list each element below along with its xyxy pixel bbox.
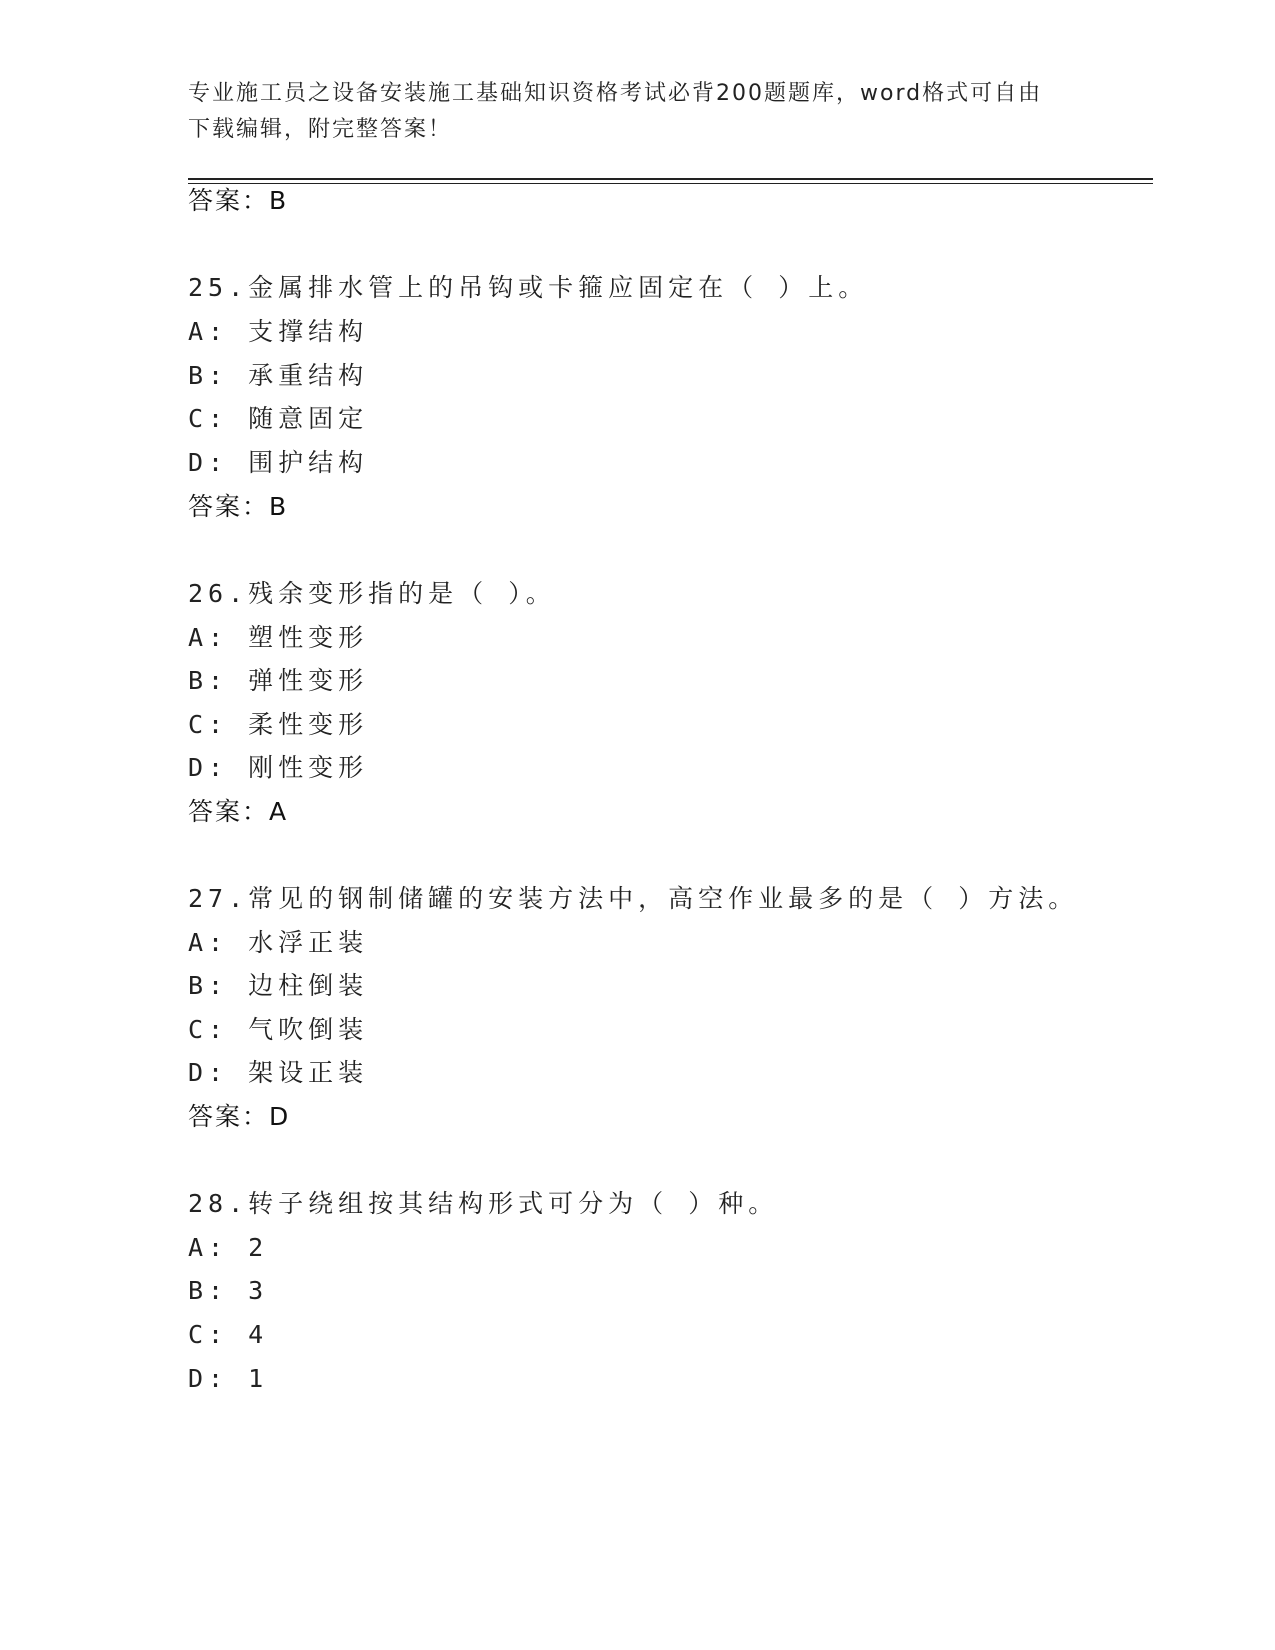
previous-answer: 答案：B xyxy=(188,186,289,215)
question-28-option-d: D: 1 xyxy=(188,1364,269,1393)
question-25-option-a: A: 支撑结构 xyxy=(188,317,369,346)
question-27-option-d: D: 架设正装 xyxy=(188,1058,369,1087)
question-25-answer: 答案：B xyxy=(188,492,289,521)
question-27-stem: 27.常见的钢制储罐的安装方法中，高空作业最多的是（ ）方法。 xyxy=(188,884,1079,913)
question-27-option-a: A: 水浮正装 xyxy=(188,928,369,957)
question-28-option-c: C: 4 xyxy=(188,1320,269,1349)
question-26-stem: 26.残余变形指的是（ ）。 xyxy=(188,579,556,608)
question-25-stem: 25.金属排水管上的吊钩或卡箍应固定在（ ）上。 xyxy=(188,273,869,302)
question-26-option-c: C: 柔性变形 xyxy=(188,710,369,739)
header-title-line-1: 专业施工员之设备安装施工基础知识资格考试必背200题题库，word格式可自由 xyxy=(188,81,1043,106)
header-divider-thin xyxy=(188,183,1153,184)
question-25-option-c: C: 随意固定 xyxy=(188,404,369,433)
question-26-option-b: B: 弹性变形 xyxy=(188,666,369,695)
header-divider-thick xyxy=(188,178,1153,180)
question-28-option-a: A: 2 xyxy=(188,1233,269,1262)
question-26-option-a: A: 塑性变形 xyxy=(188,623,369,652)
question-27-option-c: C: 气吹倒装 xyxy=(188,1015,369,1044)
question-28-stem: 28.转子绕组按其结构形式可分为（ ）种。 xyxy=(188,1189,779,1218)
document-header xyxy=(188,76,1068,148)
question-28-option-b: B: 3 xyxy=(188,1276,269,1305)
header-title-line-2: 下载编辑，附完整答案！ xyxy=(188,117,453,142)
question-27-option-b: B: 边柱倒装 xyxy=(188,971,369,1000)
question-25-option-b: B: 承重结构 xyxy=(188,361,369,390)
question-26-answer: 答案：A xyxy=(188,797,289,826)
question-26-option-d: D: 刚性变形 xyxy=(188,753,369,782)
question-25-option-d: D: 围护结构 xyxy=(188,448,369,477)
question-27-answer: 答案：D xyxy=(188,1102,291,1131)
